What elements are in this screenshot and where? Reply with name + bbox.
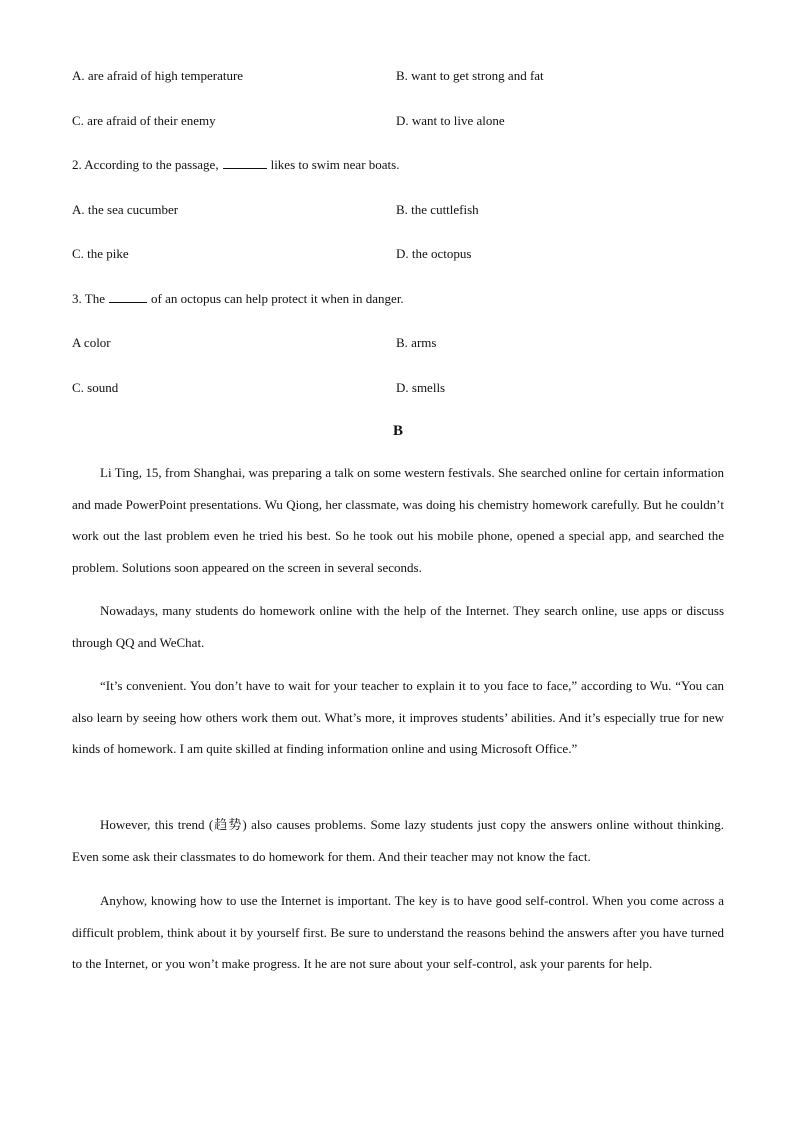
section-title: B xyxy=(392,423,403,439)
paragraph-1: Li Ting, 15, from Shanghai, was preparing a talk on some western festivals. She searched online for certain information and made PowerPoint presentations. Wu Qiong, her classmate, was doing his chemistry homework carefully. But he couldn’t work out the last problem even he tried his best. So he took out his mobile phone, opened a special app, and searched the problem. Solutions soon appeared on the screen in several seconds. xyxy=(72,465,724,575)
q3-option-b[interactable]: B. arms xyxy=(396,335,437,350)
q2-option-a[interactable]: A. the sea cucumber xyxy=(72,202,179,217)
question-3 xyxy=(72,289,724,309)
paragraph-5: Anyhow, knowing how to use the Internet is important. The key is to have good self-control. When you come across a difficult problem, think about it by yourself first. Be sure to understand the reasons behind the answers after you have turned to the Internet, or you won’t make progress. It he are not sure about your self-control, ask your parents for help. xyxy=(72,893,724,971)
q3-text-before: 3. The xyxy=(72,291,105,306)
q3-option-c[interactable]: C. sound xyxy=(72,380,119,395)
q2-text-after: likes to swim near boats. xyxy=(270,157,400,172)
q3-option-d[interactable]: D. smells xyxy=(396,380,446,395)
q3-option-a[interactable]: A color xyxy=(72,335,111,350)
q1-option-b[interactable]: B. want to get strong and fat xyxy=(396,68,544,83)
paragraph-4: However, this trend (趋势) also causes problems. Some lazy students just copy the answers online without thinking. Even some ask their classmates to do homework for them. And their teacher may not know the fact. xyxy=(72,817,724,864)
paragraph-3: “It’s convenient. You don’t have to wait for your teacher to explain it to you face to face,” according to Wu. “You can also learn by seeing how others work them out. What’s more, it improves students’ abilities. And it’s especially true for new kinds of homework. I am quite skilled at finding information online and using Microsoft Office.” xyxy=(72,678,724,756)
q3-options-row-1 xyxy=(72,333,724,353)
q2-option-b[interactable]: B. the cuttlefish xyxy=(396,202,479,217)
q2-option-c[interactable]: C. the pike xyxy=(72,246,129,261)
q2-options-row-2 xyxy=(72,244,724,264)
q2-option-d[interactable]: D. the octopus xyxy=(396,246,472,261)
q2-blank xyxy=(223,156,267,169)
q1-option-a[interactable]: A. are afraid of high temperature xyxy=(72,68,244,83)
q1-options-row-1 xyxy=(72,66,724,86)
q1-option-d[interactable]: D. want to live alone xyxy=(396,113,505,128)
question-2 xyxy=(72,155,724,175)
q2-text-before: 2. According to the passage, xyxy=(72,157,219,172)
q3-options-row-2 xyxy=(72,378,724,398)
paragraph-2: Nowadays, many students do homework online with the help of the Internet. They search online, use apps or discuss through QQ and WeChat. xyxy=(72,603,724,650)
q3-blank xyxy=(109,290,147,303)
q1-options-row-2 xyxy=(72,111,724,131)
q1-option-c[interactable]: C. are afraid of their enemy xyxy=(72,113,216,128)
q2-options-row-1 xyxy=(72,200,724,220)
q3-text-after: of an octopus can help protect it when in danger. xyxy=(150,291,404,306)
